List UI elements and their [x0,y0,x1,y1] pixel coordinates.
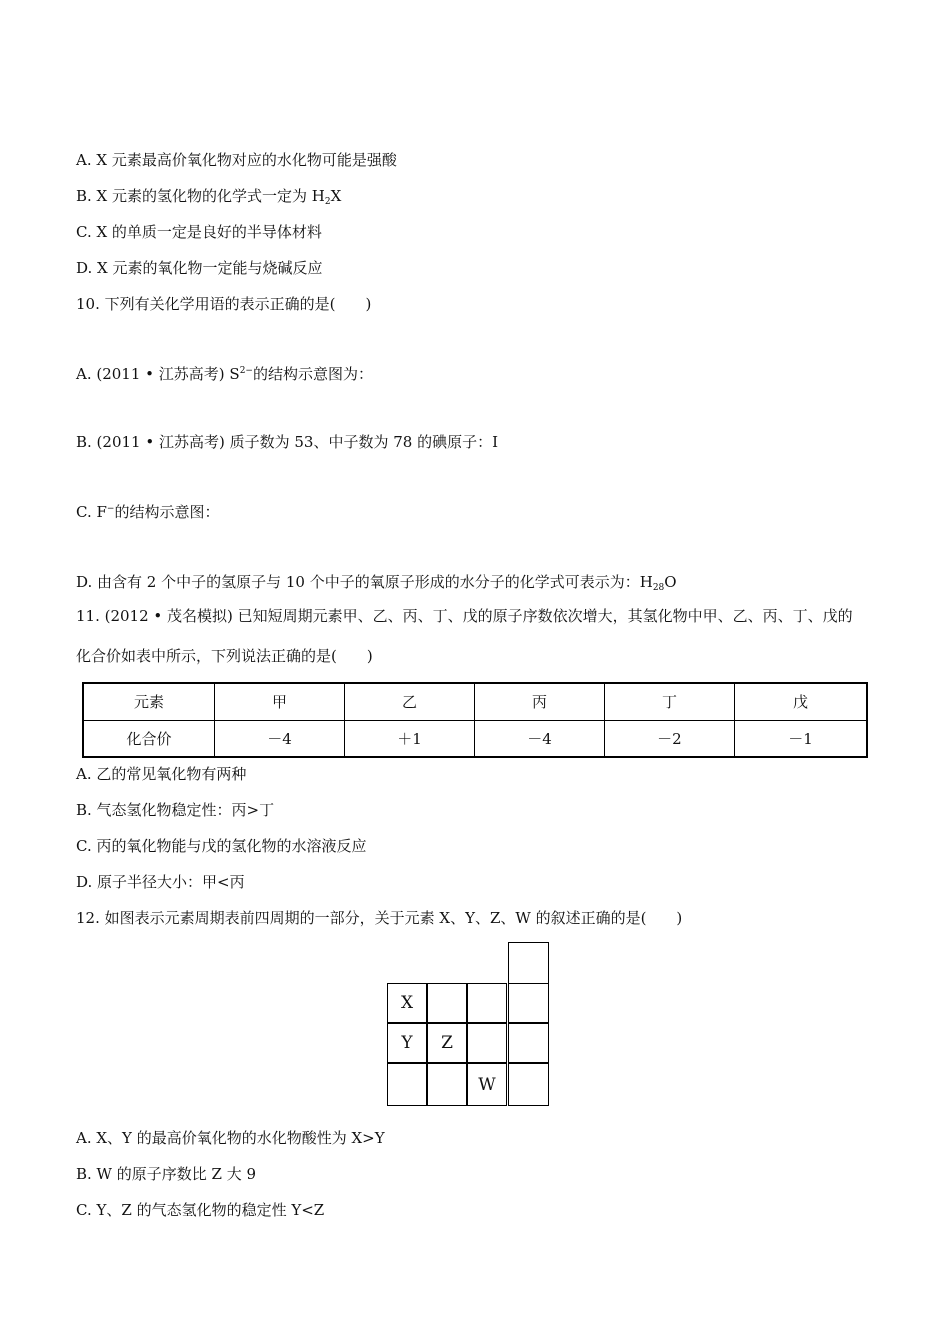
q9-option-a: A. X 元素最高价氧化物对应的水化物可能是强酸 [76,151,397,169]
q10-stem: 10. 下列有关化学用语的表示正确的是( ) [76,295,372,313]
grid-cell [508,1063,549,1106]
q11-option-c: C. 丙的氧化物能与戊的氢化物的水溶液反应 [76,837,367,855]
q9-option-b-tail: X [330,187,342,205]
q10-option-d [76,572,677,592]
q12-option-c: C. Y、Z 的气态氢化物的稳定性 Y<Z [76,1201,325,1219]
table-element-cell: 丙 [474,683,604,720]
table-element-cell: 乙 [344,683,474,720]
table-element-cell: 丁 [604,683,734,720]
q9-option-d: D. X 元素的氧化物一定能与烧碱反应 [76,259,323,277]
q9-option-c: C. X 的单质一定是良好的半导体材料 [76,223,322,241]
q10-option-c [76,502,219,522]
q12-option-a: A. X、Y 的最高价氧化物的水化物酸性为 X>Y [76,1129,385,1147]
grid-cell-y: Y [387,1023,427,1063]
grid-cell [467,983,507,1023]
table-valence-cell: －4 [215,720,345,757]
q9-option-b-subscript: 2 [324,197,331,207]
q12-stem: 12. 如图表示元素周期表前四周期的一部分，关于元素 X、Y、Z、W 的叙述正确的是( ) [76,909,683,927]
q11-stem-line1: 11. (2012 • 茂名模拟) 已知短周期元素甲、乙、丙、丁、戊的原子序数依次增大，其氢化物中甲、乙、丙、丁、戊的 [76,607,853,625]
table-valence-cell: ＋1 [344,720,474,757]
q12-option-b: B. W 的原子序数比 Z 大 9 [76,1165,257,1183]
q10-option-d-subscript: 28 [652,583,665,593]
valence-table [82,682,868,758]
q10-option-d-text: D. 由含有 2 个中子的氢原子与 10 个中子的氧原子形成的水分子的化学式可表示为：H [76,573,653,591]
q10-option-a-tail: 的结构示意图为： [252,365,373,383]
valence-table-value-row [83,720,867,757]
table-valence-cell: －2 [604,720,734,757]
q10-option-b: B. (2011 • 江苏高考) 质子数为 53、中子数为 78 的碘原子：I [76,433,498,451]
grid-cell [427,983,467,1023]
grid-cell-z: Z [427,1023,467,1063]
q10-option-a-charge: 2− [239,366,253,376]
table-valence-cell: －4 [474,720,604,757]
grid-cell-w: W [467,1063,507,1106]
grid-cell [467,1023,507,1063]
q11-option-b: B. 气态氢化物稳定性：丙>丁 [76,801,275,819]
grid-cell [427,1063,467,1106]
q9-option-b [76,186,341,206]
q11-option-a: A. 乙的常见氧化物有两种 [76,765,247,783]
q10-option-a-text: A. (2011 • 江苏高考) S [76,365,240,383]
periodic-table-fragment [387,942,549,1106]
q11-option-d: D. 原子半径大小：甲<丙 [76,873,245,891]
table-header-element: 元素 [83,683,215,720]
table-element-cell: 甲 [215,683,345,720]
valence-table-element-row [83,683,867,720]
table-element-cell: 戊 [734,683,867,720]
q9-option-b-text: B. X 元素的氢化物的化学式一定为 H [76,187,325,205]
q10-option-c-text: C. F [76,503,107,521]
table-header-valence: 化合价 [83,720,215,757]
grid-cell [508,983,549,1023]
table-valence-cell: －1 [734,720,867,757]
grid-tall-cell [508,942,549,984]
grid-cell [387,1063,427,1106]
q10-option-d-tail: O [664,573,677,591]
q10-option-a [76,364,373,384]
q10-option-c-charge: − [106,504,115,514]
q11-stem-line2: 化合价如表中所示，下列说法正确的是( ) [76,647,373,665]
grid-cell [508,1023,549,1063]
grid-cell-x: X [387,983,427,1023]
q10-option-c-tail: 的结构示意图： [114,503,220,521]
